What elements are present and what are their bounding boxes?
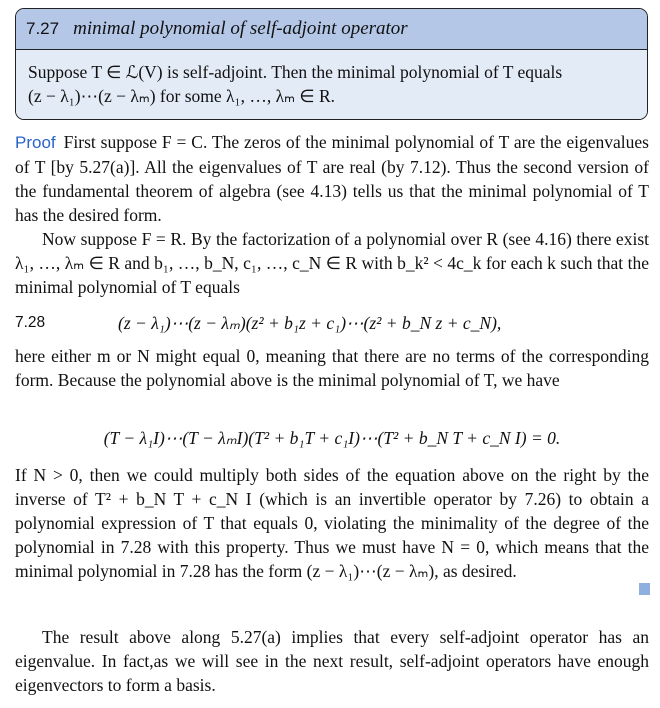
result-statement [16,50,647,119]
proof-paragraph-3-block [15,344,649,392]
equation-formula: (z − λ₁)⋯(z − λₘ)(z² + b₁z + c₁)⋯(z² + b_N z + c_N), [118,313,502,333]
proof-paragraph-4-block [15,463,649,583]
operator-equation [15,427,649,453]
qed-square-icon [639,583,650,595]
equation-7-28 [15,312,649,338]
proof-paragraph-2: Now suppose F = R. By the factorization of a polynomial over R (see 4.16) there exist λ₁, …, λₘ ∈ R and b₁, …, b_N, c₁, …, c_N ∈ R with b_k² < 4c_k for each k such that the minimal polynomial of T equals [15,229,649,297]
result-number: 7.27 [26,19,60,38]
proof-paragraph-1-text: First suppose F = C. The zeros of the minimal polynomial of T are the eigenvalues of T [by 5.27(a)]. All the eigenvalues of T are real (by 7.12). Thus the second version of the fundamental theorem of algebra (see 4.13) tells us that the minimal polynomial of T has the desired form. [15,132,649,225]
proof-block [15,130,649,299]
result-statement-line-2: (z − λ₁)⋯(z − λₘ) for some λ₁, …, λₘ ∈ R. [28,86,336,106]
equation-number: 7.28 [15,314,46,331]
result-box [15,8,648,120]
result-box-header [16,9,647,50]
proof-paragraph-3: here either m or N might equal 0, meaning that there are no terms of the corresponding form. Because the polynomial above is the minimal polynomial of T, we have [15,346,649,390]
operator-equation-formula: (T − λ₁I)⋯(T − λₘI)(T² + b₁T + c₁I)⋯(T² + b_N T + c_N I) = 0. [103,428,561,448]
result-statement-line-1: Suppose T ∈ ℒ(V) is self-adjoint. Then the minimal polynomial of T equals [28,62,563,82]
proof-label: Proof [15,133,56,152]
proof-paragraph-1 [15,130,649,227]
proof-paragraph-4: If N > 0, then we could multiply both sides of the equation above on the right by the inverse of T² + b_N T + c_N I (which is an invertible operator by 7.26) to obtain a polynomial expression of T that equals 0, violating the minimality of the degree of the polynomial in 7.28 with this property. Thus we must have N = 0, which means that the minimal polynomial in 7.28 has the form (z − λ₁)⋯(z − λₘ), as desired. [15,465,649,581]
result-title: minimal polynomial of self-adjoint operator [73,18,408,39]
closing-paragraph-block [15,625,649,697]
closing-paragraph: The result above along 5.27(a) implies that every self-adjoint operator has an eigenvalue. In fact,as we will see in the next result, self-adjoint operators have enough eigenvectors to form a basis. [15,627,649,695]
